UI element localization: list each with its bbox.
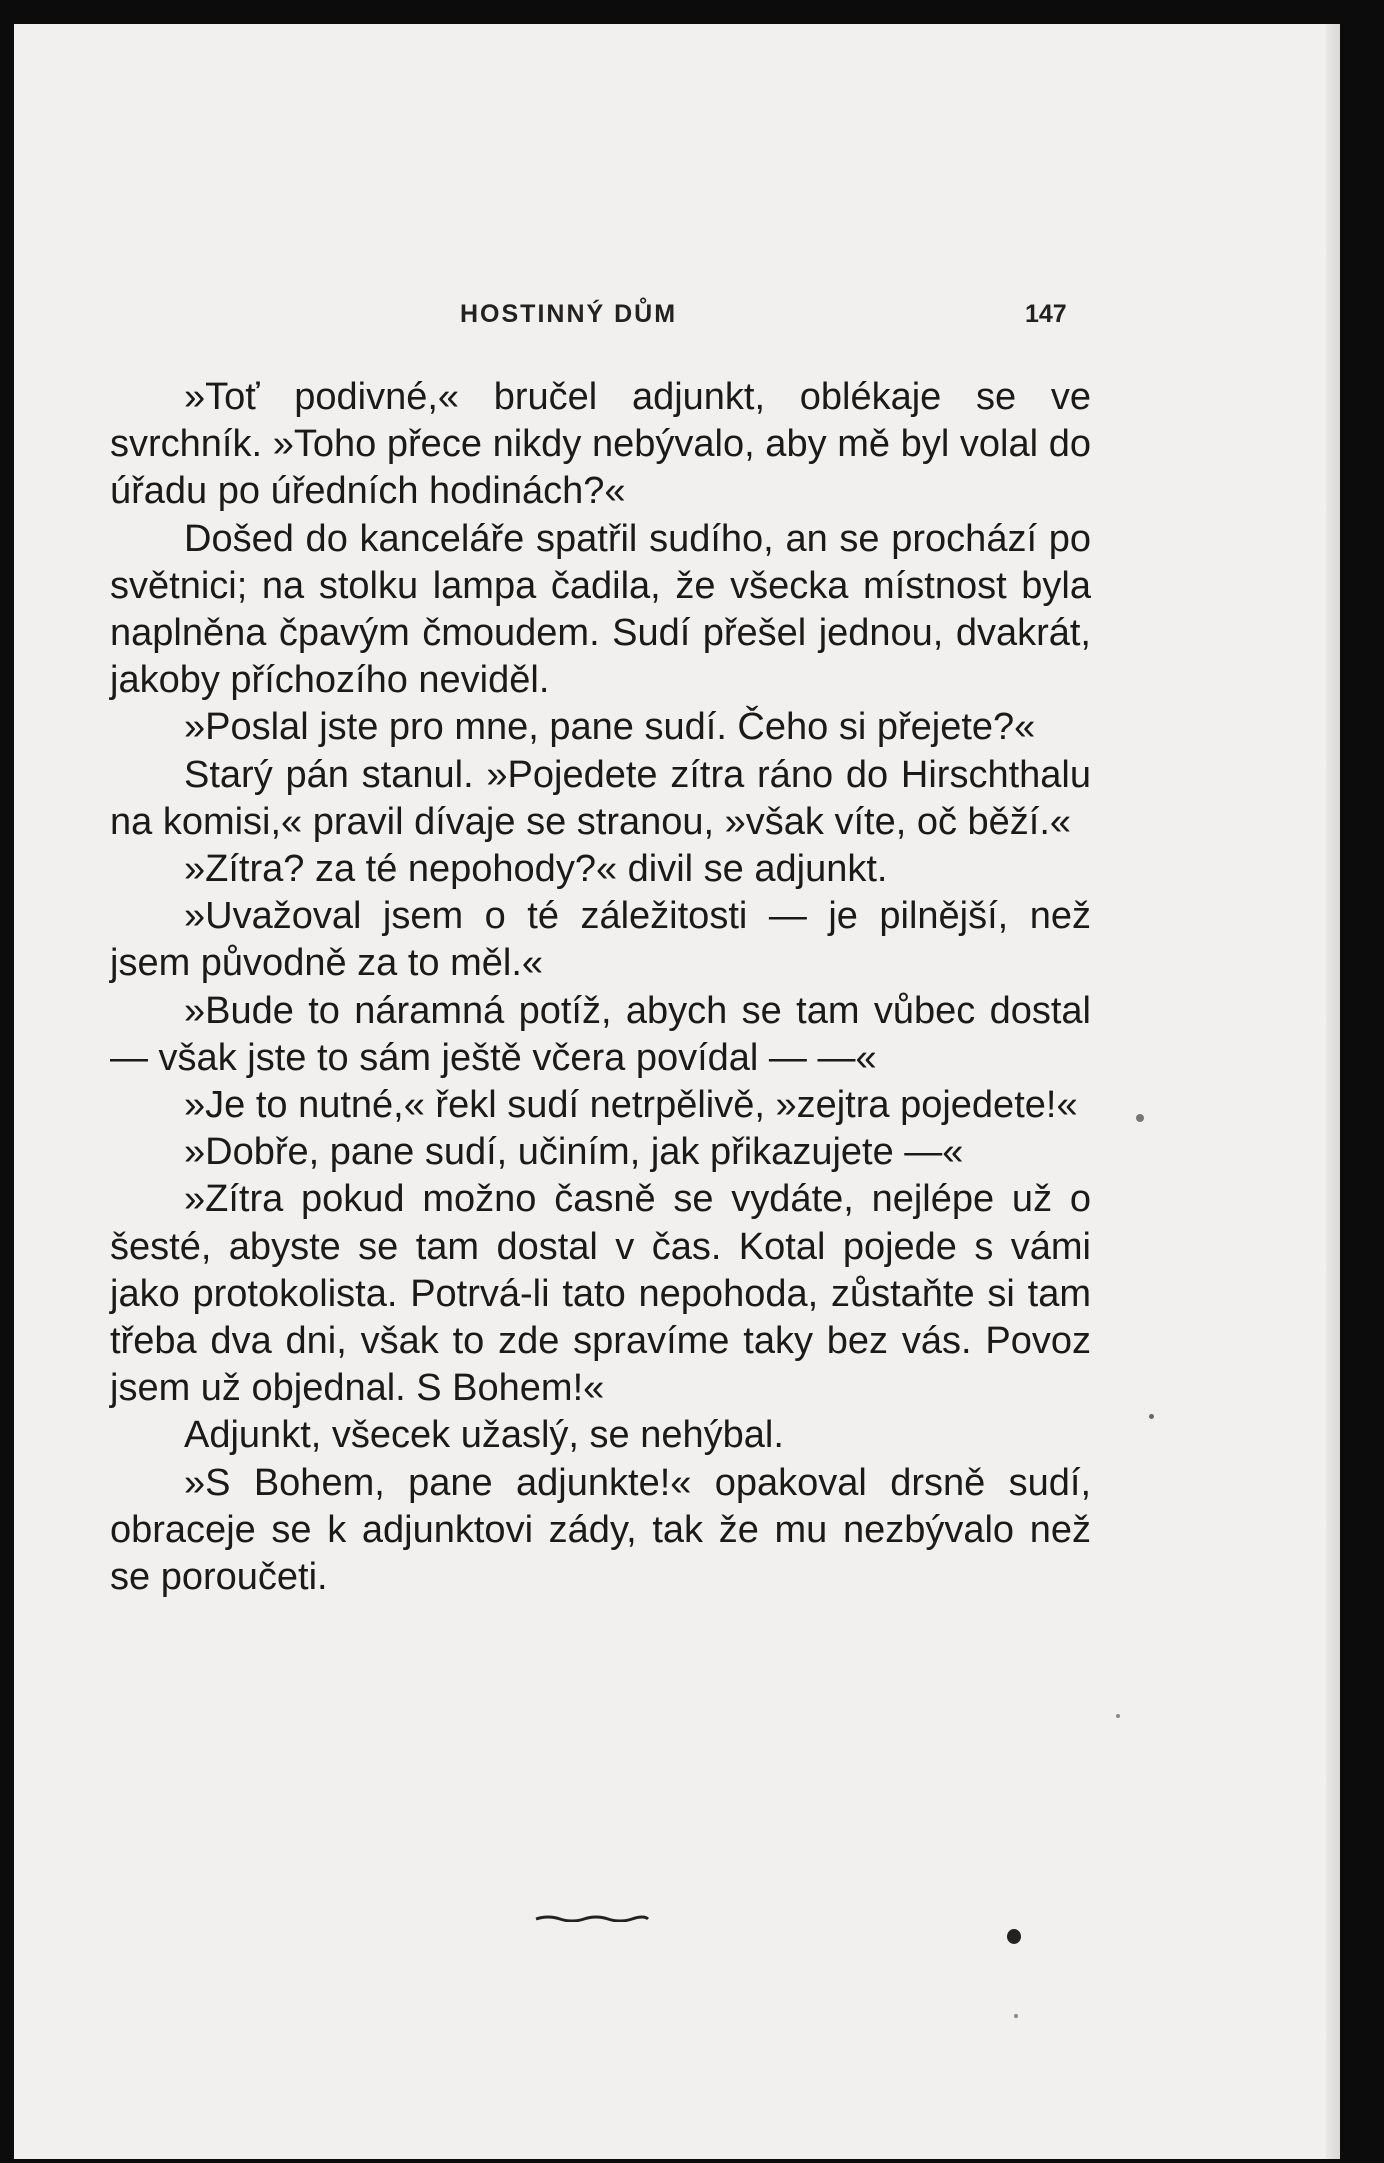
paragraph: »Bude to náramná potíž, abych se tam vůbec dostal — však jste to sám ještě včera povídal — —« — [110, 989, 1091, 1079]
paragraph: »Dobře, pane sudí, učiním, jak přikazujete —« — [184, 1131, 964, 1174]
paragraph: Starý pán stanul. »Pojedete zítra ráno do Hirschthalu na komisi,« pravil dívaje se stranou, »však víte, oč běží.« — [110, 753, 1091, 843]
body-text — [110, 374, 1091, 1601]
ink-speck — [1149, 1414, 1154, 1419]
paragraph: »Poslal jste pro mne, pane sudí. Čeho si přejete?« — [184, 706, 1036, 749]
end-ornament — [534, 1914, 650, 1922]
ink-speck — [1007, 1929, 1021, 1944]
book-page — [14, 24, 1340, 2159]
paragraph: Adjunkt, všecek užaslý, se nehýbal. — [184, 1414, 784, 1457]
paragraph: »Zítra pokud možno časně se vydáte, nejlépe už o šesté, abyste se tam dostal v čas. Kotal pojede s vámi jako protokolista. Potrvá-li tato nepohoda, zůstaňte si tam třeba dva dni, však to zde spravíme taky bez vás. Povoz jsem už objednal. S Bohem!« — [110, 1178, 1091, 1410]
page-header — [14, 292, 1340, 332]
ink-speck — [1014, 2014, 1018, 2018]
paragraph: »Uvažoval jsem o té záležitosti — je pilnější, než jsem původně za to měl.« — [110, 895, 1091, 985]
running-title: HOSTINNÝ DŮM — [460, 300, 678, 328]
ink-speck — [1136, 1114, 1144, 1122]
paragraph: »Toť podivné,« bručel adjunkt, oblékaje se ve svrchník. »Toho přece nikdy nebývalo, aby mě byl volal do úřadu po úředních hodinách?« — [110, 376, 1091, 513]
paragraph: Došed do kanceláře spatřil sudího, an se prochází po světnici; na stolku lampa čadila, že všecka místnost byla naplněna čpavým čmoudem. Sudí přešel jednou, dvakrát, jakoby příchozího neviděl. — [110, 517, 1091, 702]
page-number: 147 — [1025, 300, 1067, 328]
ink-speck — [1116, 1714, 1120, 1718]
paragraph: »Zítra? za té nepohody?« divil se adjunkt. — [184, 848, 888, 891]
paragraph: »Je to nutné,« řekl sudí netrpělivě, »zejtra pojedete!« — [184, 1084, 1078, 1127]
page-edge — [1326, 24, 1340, 2159]
paragraph: »S Bohem, pane adjunkte!« opakoval drsně sudí, obraceje se k adjunktovi zády, tak že mu nezbývalo než se poroučeti. — [110, 1461, 1091, 1599]
